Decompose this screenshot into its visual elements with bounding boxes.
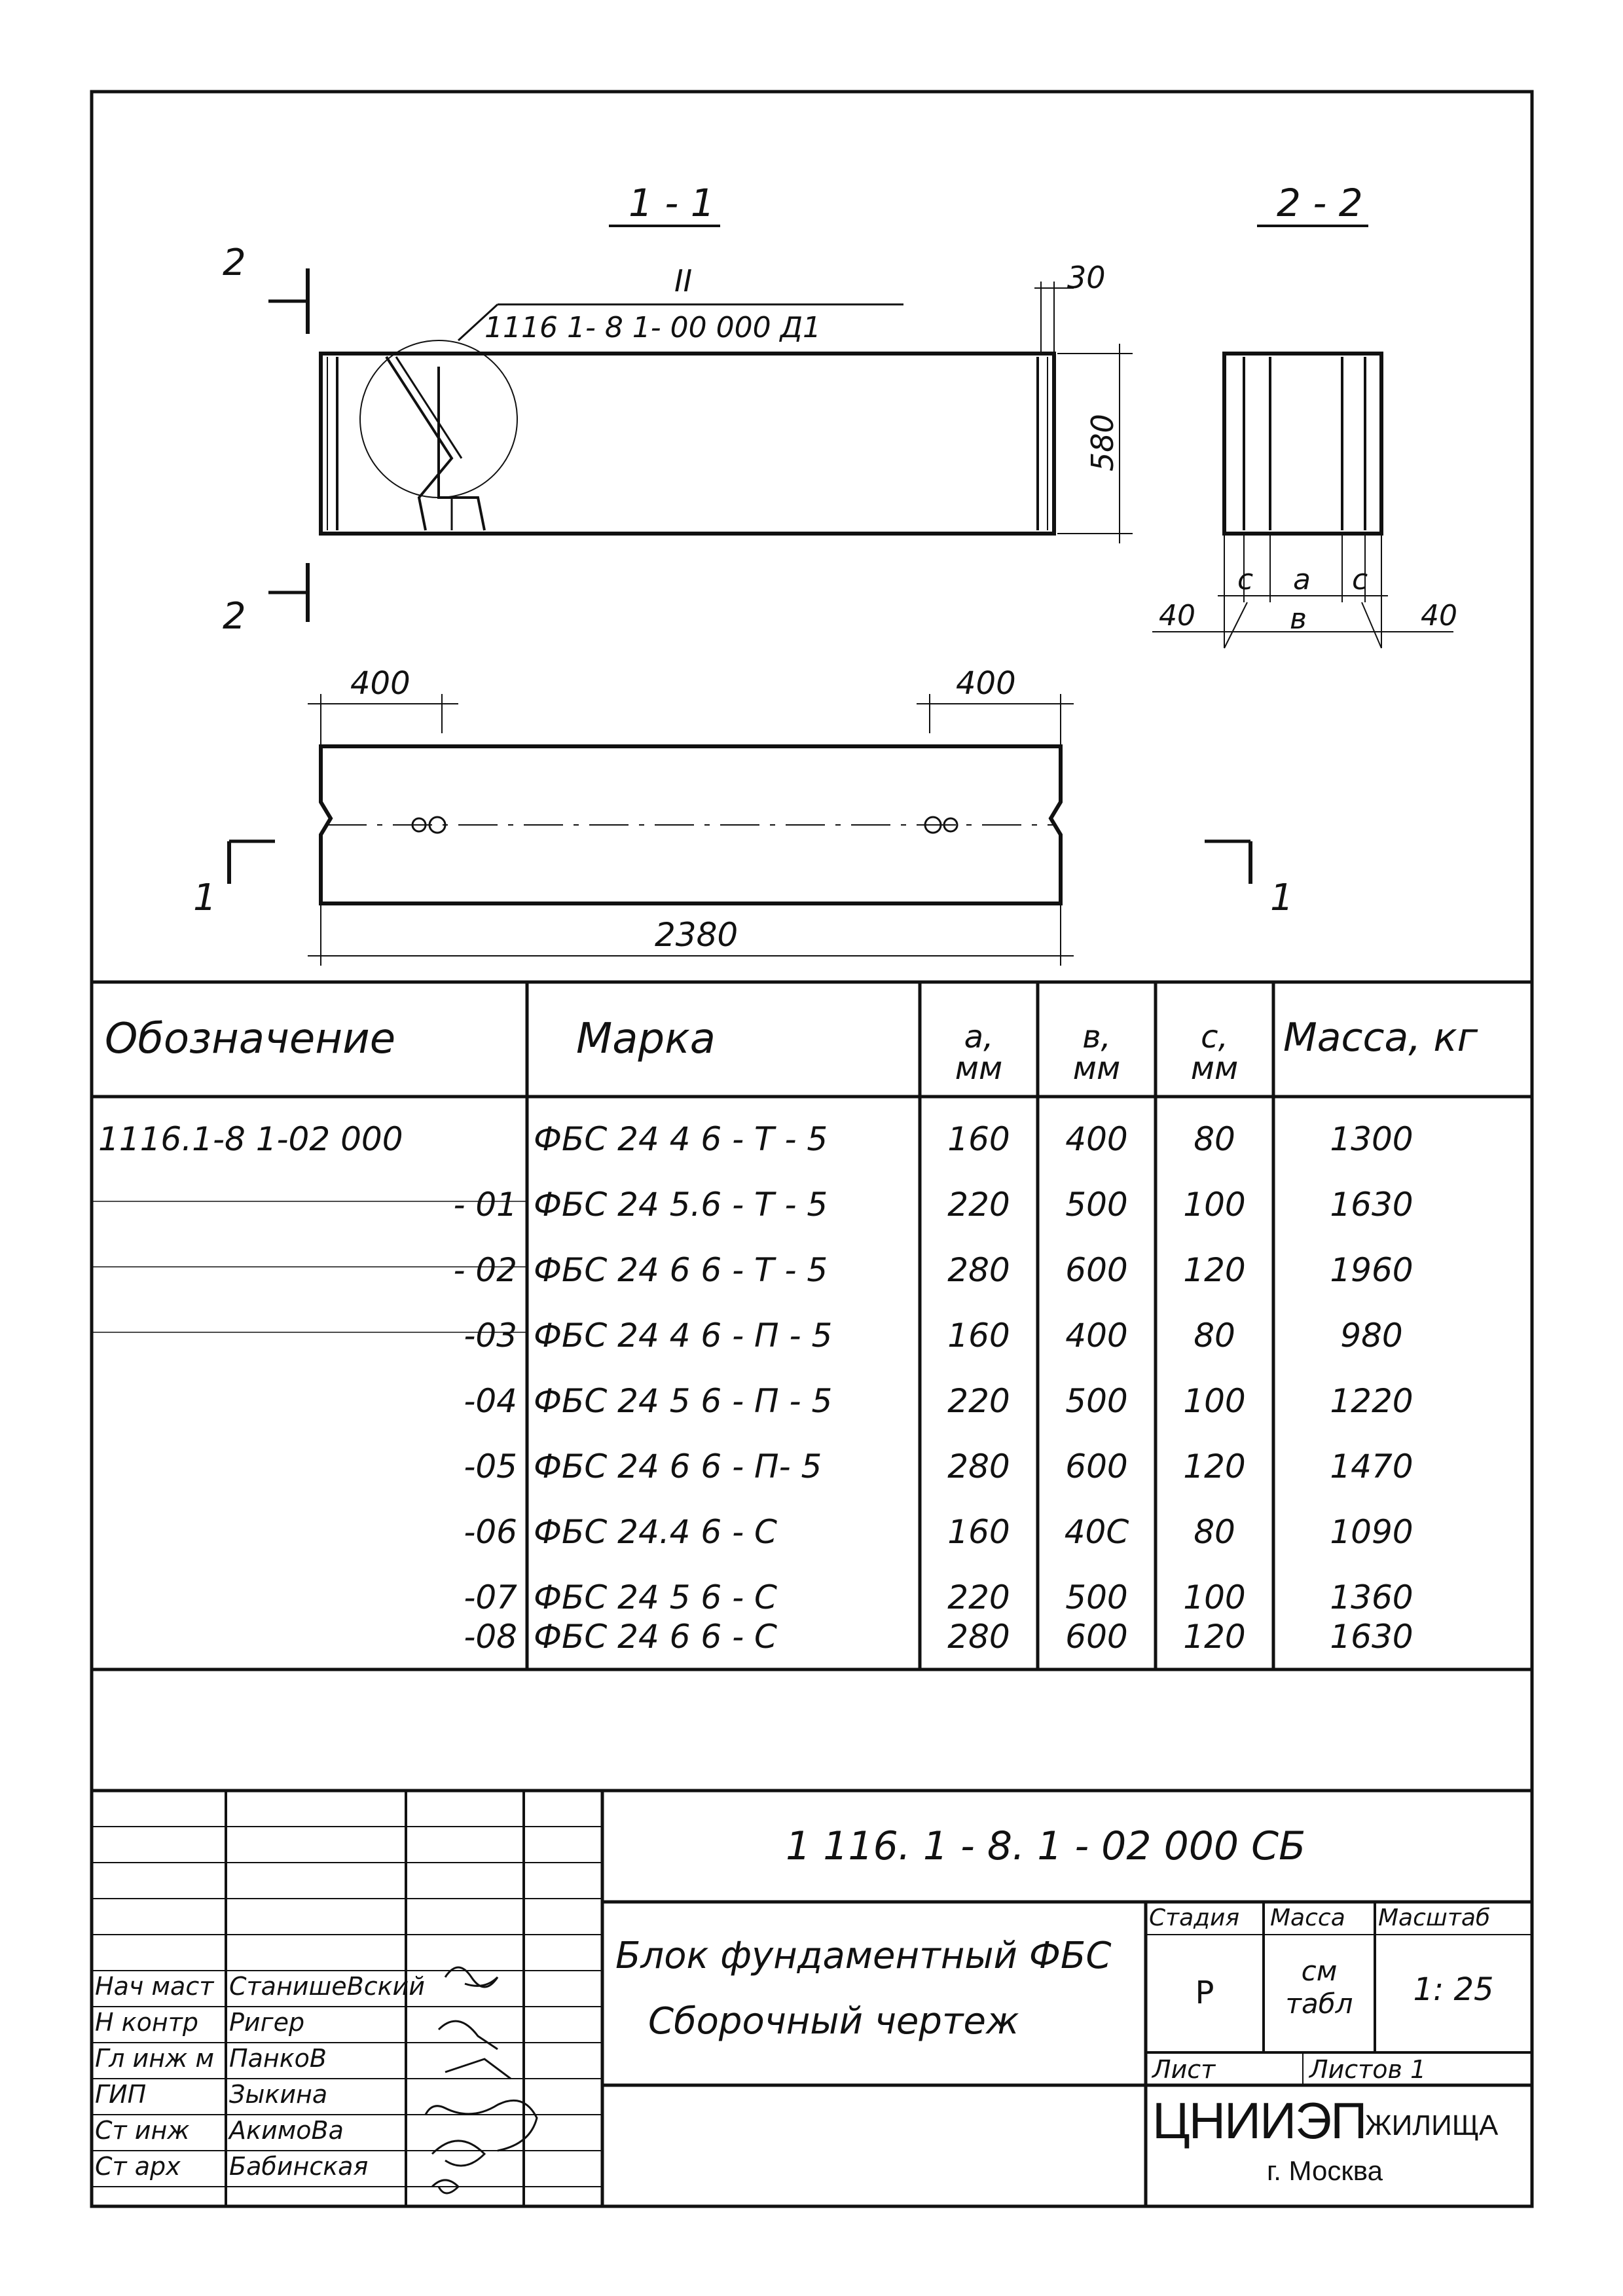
- row-a: 220: [947, 1186, 1010, 1224]
- row-b: 600: [1065, 1251, 1128, 1289]
- sheet-label: Лист: [1152, 2055, 1216, 2084]
- row-b: 500: [1065, 1186, 1128, 1224]
- row-mark: ФБС 24 5 6 - П - 5: [534, 1382, 833, 1420]
- signature-role: Ст инж: [95, 2116, 190, 2145]
- row-c: 80: [1194, 1513, 1235, 1551]
- row-b: 40С: [1064, 1513, 1129, 1551]
- header-a: a, мм: [955, 1019, 1003, 1087]
- row-mark: ФБС 24 4 6 - Т - 5: [534, 1120, 828, 1158]
- scale-value: 1: 25: [1413, 1971, 1494, 2008]
- dim-30-label: 30: [1067, 260, 1106, 295]
- row-c: 100: [1183, 1382, 1246, 1420]
- row-c: 80: [1194, 1120, 1235, 1158]
- row-mark: ФБС 24 5.6 - Т - 5: [534, 1186, 828, 1224]
- row-a: 160: [947, 1513, 1010, 1551]
- row-a: 280: [947, 1251, 1010, 1289]
- row-mark: ФБС 24 5 6 - С: [534, 1578, 777, 1616]
- dim-a: a: [1293, 563, 1311, 596]
- row-designation: -06: [464, 1513, 517, 1551]
- row-mass: 980: [1340, 1317, 1403, 1355]
- row-designation: -03: [464, 1317, 517, 1355]
- row-a: 220: [947, 1578, 1010, 1616]
- signature-role: ГИП: [95, 2080, 147, 2109]
- row-mass: 1300: [1330, 1120, 1413, 1158]
- signature-name: АкимоВа: [229, 2116, 344, 2145]
- dim-40-left: 40: [1159, 599, 1195, 632]
- row-c: 80: [1194, 1317, 1235, 1355]
- dim-400-right: 400: [956, 665, 1016, 702]
- detail-roman-label: II: [674, 263, 693, 299]
- row-c: 100: [1183, 1186, 1246, 1224]
- row-b: 400: [1065, 1317, 1128, 1355]
- row-c: 120: [1183, 1251, 1246, 1289]
- cut-marker-1-left: 1: [193, 877, 217, 919]
- dim-c-left: c: [1237, 563, 1254, 596]
- row-designation: -04: [464, 1382, 517, 1420]
- header-mark: Марка: [576, 1015, 716, 1063]
- header-designation: Обозначение: [105, 1015, 396, 1063]
- row-mark: ФБС 24 6 6 - П- 5: [534, 1448, 822, 1485]
- row-c: 100: [1183, 1578, 1246, 1616]
- mass-value-line2: табл: [1285, 1988, 1353, 2020]
- cut-marker-1-right: 1: [1270, 877, 1294, 919]
- row-b: 400: [1065, 1120, 1128, 1158]
- signature-role: Ст арх: [95, 2152, 181, 2181]
- row-mass: 1090: [1330, 1513, 1413, 1551]
- row-mark: ФБС 24 6 6 - Т - 5: [534, 1251, 828, 1289]
- row-designation: -07: [464, 1578, 517, 1616]
- section-1-1-title: 1 - 1: [629, 181, 715, 225]
- row-a: 280: [947, 1618, 1010, 1656]
- dim-400-left: 400: [350, 665, 410, 702]
- signature-scribbles: [426, 1967, 537, 2193]
- row-mass: 1220: [1330, 1382, 1413, 1420]
- dim-c-right: c: [1352, 563, 1368, 596]
- row-mass: 1470: [1330, 1448, 1413, 1485]
- detail-reference: 1116 1- 8 1- 00 000 Д1: [484, 311, 821, 344]
- header-mass: Масса, кг: [1283, 1015, 1478, 1061]
- plan-view: [193, 665, 1294, 966]
- row-b: 600: [1065, 1448, 1128, 1485]
- row-mass: 1360: [1330, 1578, 1413, 1616]
- stage-label: Стадия: [1149, 1904, 1240, 1931]
- row-c: 120: [1183, 1618, 1246, 1656]
- row-designation: 1116.1-8 1-02 000: [98, 1120, 403, 1158]
- organization-city: г. Москва: [1267, 2155, 1383, 2186]
- dim-2380: 2380: [655, 916, 739, 954]
- row-mass: 1960: [1330, 1251, 1413, 1289]
- organization-name: ЦНИИЭП: [1152, 2092, 1366, 2149]
- organization-subtitle: ЖИЛИЩА: [1365, 2109, 1499, 2141]
- sheets-count-label: Листов 1: [1309, 2055, 1427, 2084]
- drawing-title-line2: Сборочный чертеж: [648, 2000, 1019, 2043]
- row-designation: - 02: [453, 1251, 517, 1289]
- row-mass: 1630: [1330, 1618, 1413, 1656]
- section-2-2-title: 2 - 2: [1277, 181, 1363, 225]
- signature-role: Гл инж м: [95, 2044, 215, 2073]
- row-a: 160: [947, 1120, 1010, 1158]
- stage-value: Р: [1195, 1975, 1214, 2011]
- section-1-1: [223, 181, 1133, 638]
- row-mark: ФБС 24.4 6 - С: [534, 1513, 777, 1551]
- drawing-title-line1: Блок фундаментный ФБС: [615, 1935, 1112, 1977]
- header-b: в, мм: [1072, 1019, 1121, 1087]
- mass-label: Масса: [1270, 1904, 1345, 1931]
- row-c: 120: [1183, 1448, 1246, 1485]
- row-a: 220: [947, 1382, 1010, 1420]
- row-b: 600: [1065, 1618, 1128, 1656]
- cut-marker-2-bottom: 2: [223, 595, 246, 638]
- scale-label: Масштаб: [1378, 1904, 1491, 1931]
- row-designation: -08: [464, 1618, 517, 1656]
- dim-b: в: [1290, 602, 1307, 636]
- cut-marker-2-top: 2: [223, 242, 246, 284]
- dim-580-label: 580: [1085, 414, 1120, 471]
- row-a: 280: [947, 1448, 1010, 1485]
- mass-value-line1: см: [1301, 1955, 1338, 1987]
- row-mark: ФБС 24 4 6 - П - 5: [534, 1317, 833, 1355]
- signature-name: Бабинская: [229, 2152, 369, 2181]
- row-mass: 1630: [1330, 1186, 1413, 1224]
- signature-role: Н контр: [95, 2008, 198, 2037]
- header-c: c, мм: [1190, 1019, 1239, 1087]
- dim-40-right: 40: [1421, 599, 1457, 632]
- signature-name: Ригер: [229, 2008, 305, 2037]
- document-code: 1 116. 1 - 8. 1 - 02 000 СБ: [786, 1823, 1306, 1869]
- row-a: 160: [947, 1317, 1010, 1355]
- row-designation: -05: [464, 1448, 517, 1485]
- row-b: 500: [1065, 1578, 1128, 1616]
- signature-name: СтанишеВский: [229, 1972, 425, 2001]
- signature-name: Зыкина: [229, 2080, 328, 2109]
- row-mark: ФБС 24 6 6 - С: [534, 1618, 777, 1656]
- signature-role: Нач маст: [95, 1972, 214, 2001]
- signature-name: ПанкоВ: [229, 2044, 327, 2073]
- row-b: 500: [1065, 1382, 1128, 1420]
- row-designation: - 01: [453, 1186, 517, 1224]
- section-2-2: [1152, 181, 1457, 648]
